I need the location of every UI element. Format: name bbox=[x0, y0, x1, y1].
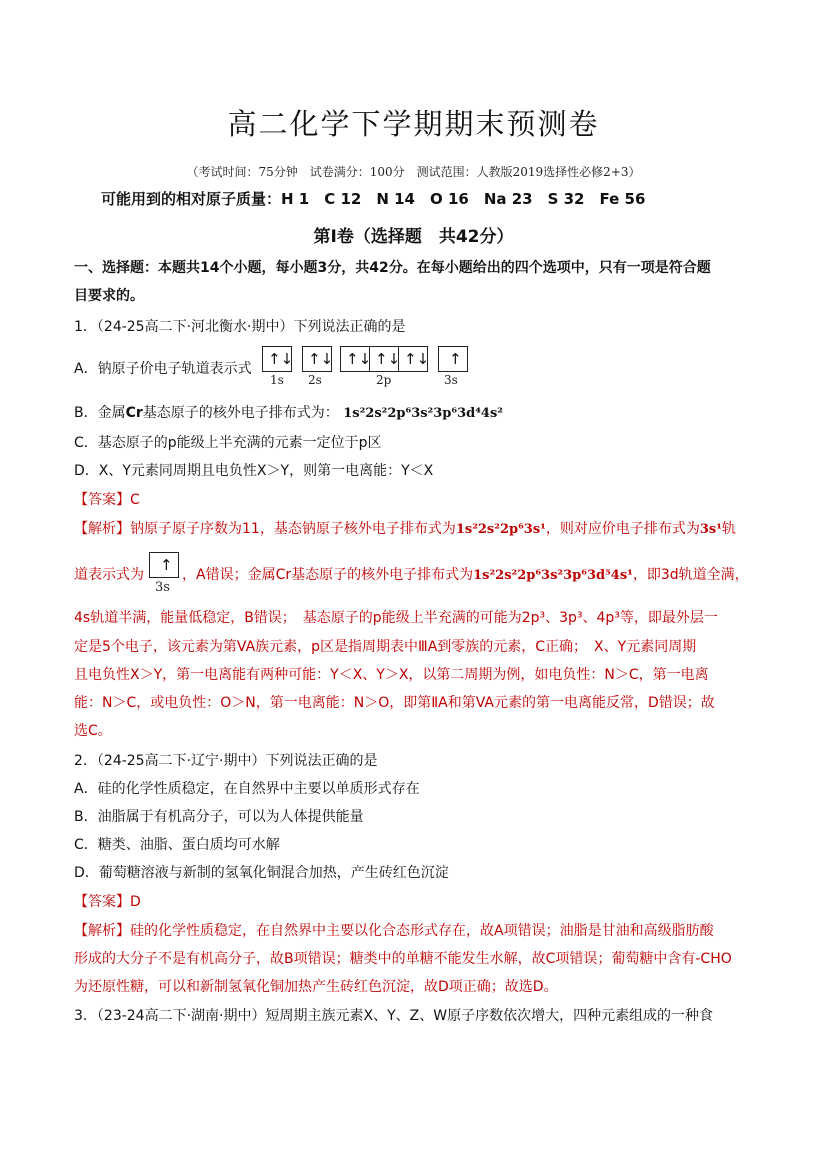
question-stem: 2．（24-25高二下·辽宁·期中）下列说法正确的是 bbox=[74, 753, 378, 769]
answer-label: 【答案】C bbox=[74, 492, 140, 508]
orbital-box: ↑ bbox=[149, 552, 179, 578]
option-a: A．硅的化学性质稳定，在自然界中主要以单质形式存在 bbox=[74, 781, 420, 797]
electron-config: 3s¹ bbox=[699, 522, 722, 537]
explanation-line: 形成的大分子不是有机高分子，故B项错误；糖类中的单糖不能发生水解，故C项错误；葡萄糖中含有-CHO bbox=[74, 951, 732, 967]
option-b: B．油脂属于有机高分子，可以为人体提供能量 bbox=[74, 809, 364, 825]
electron-config: 1s²2s²2p⁶3s¹ bbox=[455, 522, 546, 537]
element-symbol: Cr bbox=[125, 405, 143, 421]
explanation-line: 4s轨道半满，能量低稳定，B错误； 基态原子的p能级上半充满的可能为2p³、3p³、4p³等，即最外层一 bbox=[74, 610, 718, 626]
option-d: D．葡萄糖溶液与新制的氢氧化铜混合加热，产生砖红色沉淀 bbox=[74, 865, 449, 881]
explanation-text: ，A错误；金属Cr基态原子的核外电子排布式为 bbox=[182, 567, 474, 583]
page-title: 高二化学下学期期末预测卷 bbox=[227, 107, 600, 141]
section-line: 一、选择题：本题共14个小题，每小题3分，共42分。在每小题给出的四个选项中，只有一项是符合题 bbox=[74, 260, 711, 276]
answer-label: 【答案】D bbox=[74, 894, 141, 910]
orbital-box: ↑ bbox=[438, 346, 468, 372]
option-b-text: 基态原子的核外电子排布式为： bbox=[142, 405, 339, 421]
option-b bbox=[74, 402, 503, 422]
electron-config: 1s²2s²2p⁶3s²3p⁶3d⁴4s² bbox=[343, 406, 503, 421]
explanation-line: 且电负性X＞Y，第一电离能有两种可能：Y＜X、Y＞X，以第二周期为例，如电负性：N＞C，第一电离 bbox=[74, 667, 709, 683]
option-c: C．基态原子的p能级上半充满的元素一定位于p区 bbox=[74, 435, 382, 451]
orbital-box: ↑↓ bbox=[369, 346, 399, 372]
orbital-label: 2p bbox=[376, 373, 392, 387]
orbital-box: ↑↓ bbox=[262, 346, 292, 372]
section-line: 目要求的。 bbox=[74, 288, 144, 304]
exam-info: （考试时间：75分钟 试卷满分：100分 测试范围：人教版2019选择性必修2+3） bbox=[186, 165, 641, 179]
atomic-masses: 可能用到的相对原子质量：H 1 C 12 N 14 O 16 Na 23 S 32 Fe 56 bbox=[101, 190, 646, 208]
part-title: 第Ⅰ卷（选择题 共42分） bbox=[313, 227, 514, 247]
question-stem: 3．（23-24高二下·湖南·期中）短周期主族元素X、Y、Z、W原子序数依次增大，四种元素组成的一种食 bbox=[74, 1008, 714, 1024]
explanation-text: ，则对应价电子排布式为 bbox=[545, 521, 700, 537]
explanation-text: 道表示式为 bbox=[74, 567, 144, 583]
electron-config: 1s²2s²2p⁶3s²3p⁶3d⁵4s¹ bbox=[473, 568, 633, 583]
explanation-line: 【解析】硅的化学性质稳定，在自然界中主要以化合态形式存在，故A项错误；油脂是甘油和高级脂肪酸 bbox=[74, 923, 714, 939]
orbital-box: ↑↓ bbox=[340, 346, 370, 372]
option-c: C．糖类、油脂、蛋白质均可水解 bbox=[74, 837, 280, 853]
option-d: D．X、Y元素同周期且电负性X＞Y，则第一电离能：Y＜X bbox=[74, 463, 434, 479]
explanation-text: 【解析】钠原子原子序数为11，基态钠原子核外电子排布式为 bbox=[74, 521, 456, 537]
explanation-line: 为还原性糖，可以和新制氢氧化铜加热产生砖红色沉淀，故D项正确；故选D。 bbox=[74, 979, 558, 995]
orbital-box: ↑↓ bbox=[398, 346, 428, 372]
explanation-line: 能：N＞C，或电负性：O＞N，第一电离能：N＞O，即第ⅡA和第VA元素的第一电离能反常，D错误；故 bbox=[74, 695, 715, 711]
option-a: A．钠原子价电子轨道表示式 bbox=[74, 361, 252, 377]
orbital-label: 3s bbox=[155, 580, 170, 595]
orbital-label: 2s bbox=[308, 373, 322, 387]
explanation-text: ，即3d轨道全满， bbox=[632, 567, 749, 583]
question-stem: 1．（24-25高二下·河北衡水·期中）下列说法正确的是 bbox=[74, 319, 406, 335]
explanation-line: 定是5个电子，该元素为第VA族元素，p区是指周期表中ⅢA到零族的元素，C正确； X、Y元素同周期 bbox=[74, 639, 697, 655]
orbital-label: 1s bbox=[270, 373, 284, 387]
section-heading bbox=[74, 254, 764, 310]
explanation-text: 轨 bbox=[721, 521, 736, 537]
option-b-text: B．金属 bbox=[74, 405, 126, 421]
orbital-label: 3s bbox=[444, 373, 458, 387]
explanation-line bbox=[74, 518, 736, 538]
orbital-box: ↑↓ bbox=[302, 346, 332, 372]
explanation-line: 选C。 bbox=[74, 723, 112, 739]
